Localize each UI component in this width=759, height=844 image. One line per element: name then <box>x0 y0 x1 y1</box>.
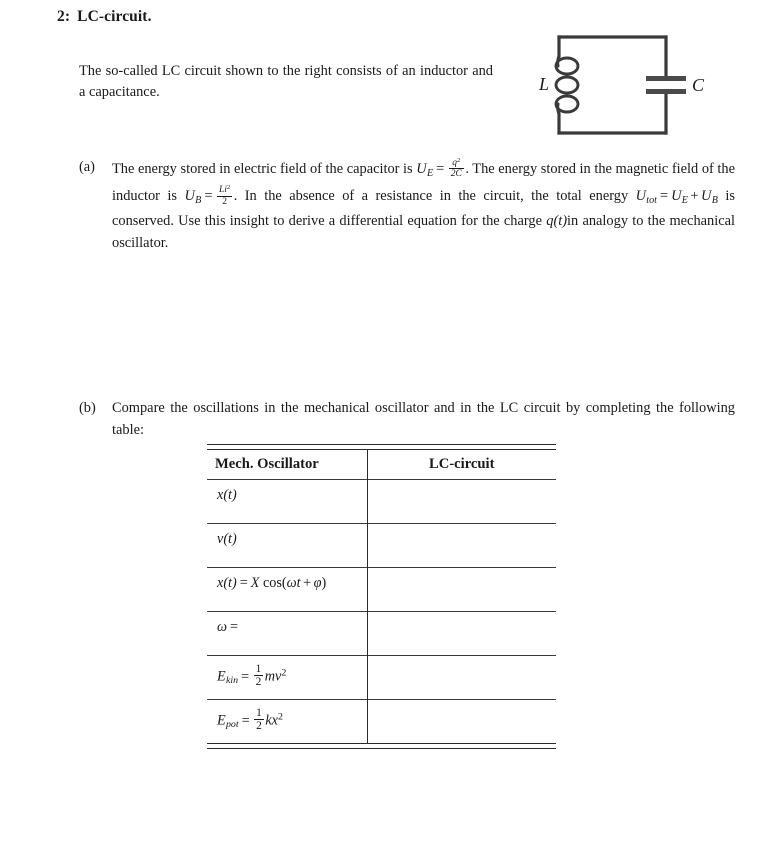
table-header-mech-label: Mech. Oscillator <box>215 456 319 472</box>
page-title <box>57 8 152 26</box>
table-header-lc-label: LC-circuit <box>429 456 495 472</box>
formula-UE: $U_E$ = $\frac{q^2}{2C}$ <box>416 157 462 180</box>
intro-paragraph: The so-called LC circuit shown to the right consists of an inductor and a capacitance. <box>79 63 493 100</box>
table-cell-lc-4[interactable] <box>367 612 556 656</box>
comparison-table-wrapper <box>207 444 556 749</box>
capacitor-label: C <box>692 75 705 95</box>
comparison-table <box>207 444 556 749</box>
table-cell-lc-4-value <box>368 612 557 626</box>
formula-qt: q(t) <box>546 213 568 230</box>
table-cell-mech-1 <box>207 480 367 524</box>
part-a-body <box>112 157 735 254</box>
circuit-svg <box>533 25 713 145</box>
table-row <box>207 524 556 568</box>
problem-title-text: LC-circuit. <box>77 8 152 25</box>
table-row <box>207 480 556 524</box>
table-row <box>207 656 556 700</box>
table-cell-lc-2[interactable] <box>367 524 556 568</box>
problem-part-b <box>79 398 735 441</box>
table-cell-lc-6-value <box>368 700 557 714</box>
table-cell-mech-4 <box>207 612 367 656</box>
table-header-lc <box>367 450 556 480</box>
table-cell-lc-5[interactable] <box>367 656 556 700</box>
table-cell-lc-6[interactable] <box>367 700 556 744</box>
table-cell-mech-6 <box>207 700 367 744</box>
formula-potential-energy: $E_{pot}$ = $\frac{1}{2}$ $kx^2$ <box>217 707 283 733</box>
part-a-seg5: in analogy to the mechanical oscillator. <box>112 213 735 251</box>
lc-circuit-diagram <box>533 25 713 145</box>
part-a-seg1: The energy stored in electric field of the capacitor is <box>112 160 413 177</box>
table-cell-mech-2 <box>207 524 367 568</box>
part-b-marker: (b) <box>79 400 96 416</box>
formula-UB: $U_B$ = $\frac{Li^2}{2}$ <box>184 184 231 207</box>
table-cell-lc-2-value <box>368 524 557 538</box>
table-cell-lc-1[interactable] <box>367 480 556 524</box>
table-header-mech <box>207 450 367 480</box>
problem-part-a <box>79 157 735 254</box>
formula-omega: ω = <box>217 619 239 635</box>
part-a-seg2: . The energy stored in the magnetic field of the inductor is <box>112 160 735 204</box>
table-cell-lc-1-value <box>368 480 557 494</box>
table-cell-lc-5-value <box>368 656 557 670</box>
table-rule-bottom <box>207 744 556 749</box>
table-row <box>207 612 556 656</box>
formula-Utot: $U_{tot} = U_E + U_B$ <box>635 187 718 206</box>
inductor-label: L <box>539 74 550 94</box>
formula-kinetic-energy: $E_{kin}$ = $\frac{1}{2}$ $mv^2$ <box>217 663 287 689</box>
table-cell-mech-3 <box>207 568 367 612</box>
part-b-body: Compare the oscillations in the mechanical oscillator and in the LC circuit by completing the following table: <box>112 400 735 438</box>
part-a-seg4: is conserved. Use this insight to derive a differential equation for the charge <box>112 187 735 230</box>
part-a-marker: (a) <box>79 159 95 175</box>
table-cell-lc-3[interactable] <box>367 568 556 612</box>
part-a-seg3: . In the absence of a resistance in the circuit, the total energy <box>233 187 629 204</box>
formula-x-solution: x(t) = X cos(ωt + φ) <box>217 575 327 591</box>
capacitor-plates-icon <box>646 79 686 92</box>
table-row <box>207 568 556 612</box>
table-row <box>207 700 556 744</box>
formula-x-of-t: x(t) <box>217 487 237 503</box>
table-header-row <box>207 450 556 480</box>
table-cell-mech-5 <box>207 656 367 700</box>
table-cell-lc-3-value <box>368 568 557 582</box>
problem-number: 2: <box>57 8 71 25</box>
formula-v-of-t: v(t) <box>217 531 237 547</box>
